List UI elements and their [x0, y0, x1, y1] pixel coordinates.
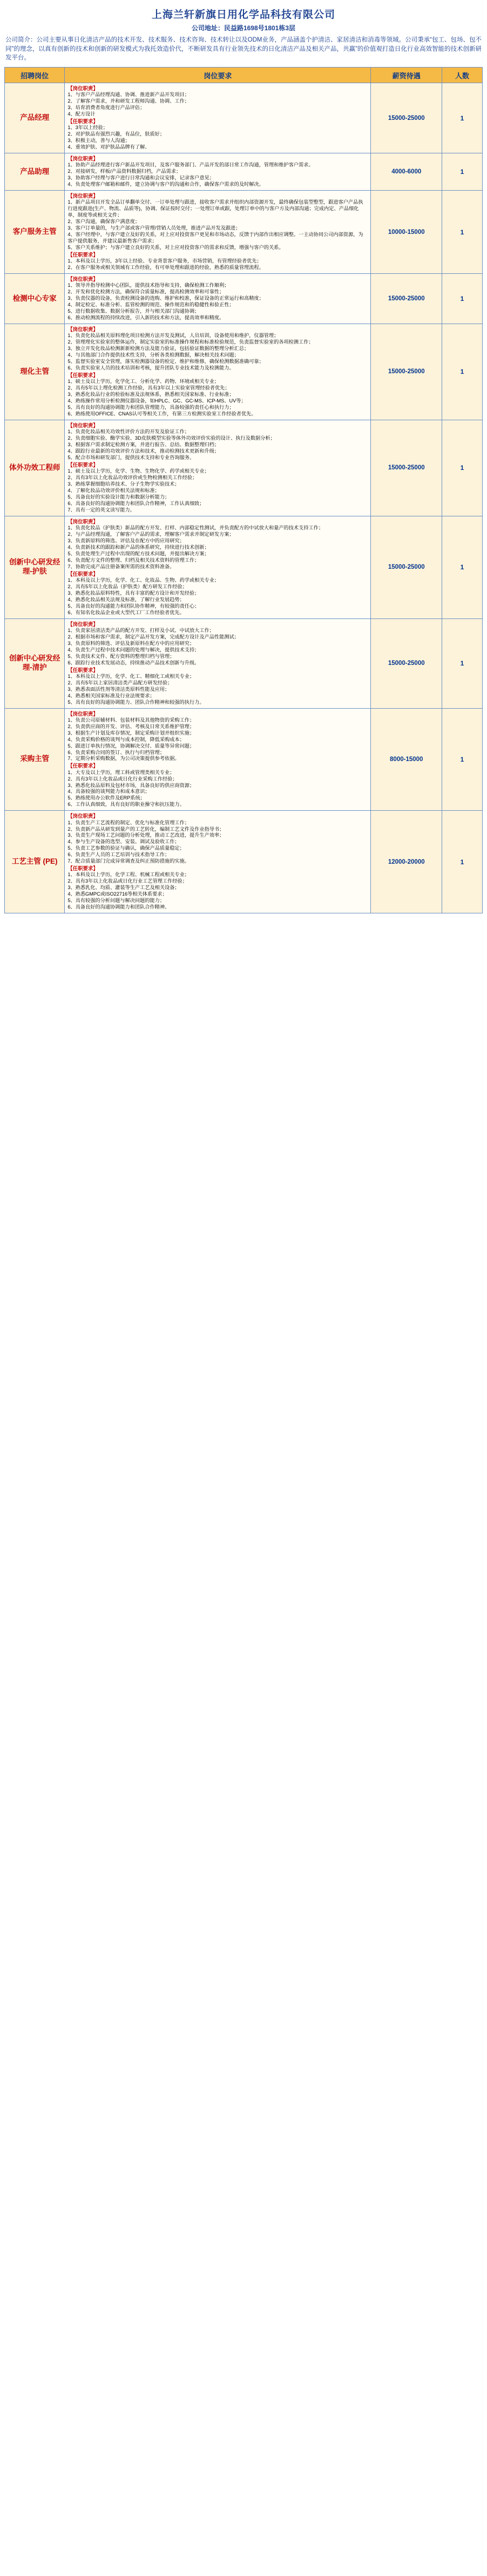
requirement-line: 5、具有良好的沟通协调能力、团队合作精神和较强的执行力。	[67, 699, 205, 705]
requirement-line: 7、配合质量部门完成异常调查及纠正预防措施的实施。	[67, 858, 190, 864]
requirement-line: 4、负责采购价格的谈判与成本控制，降低采购成本；	[67, 736, 185, 742]
requirement-line: 1、本科及以上学历，化学、化工、化妆品、生物、药学或相关专业；	[67, 577, 220, 583]
requirement-line: 6、有知名化妆品企业或大型代工厂工作经验者优先。	[67, 609, 185, 615]
job-requirements	[65, 618, 371, 708]
job-position-name: 创新中心研发经理-护肤	[5, 516, 65, 618]
job-headcount: 1	[442, 708, 483, 811]
job-position-name: 工艺主管 (PE)	[5, 811, 65, 913]
job-headcount: 1	[442, 420, 483, 516]
job-position-name: 体外功效工程师	[5, 420, 65, 516]
requirement-line: 3、熟悉乳化、均质、灌装等生产工艺及相关设备；	[67, 885, 180, 891]
requirement-section	[67, 85, 368, 118]
requirement-line: 5、客户关系维护；与客户建立良好的关系，对上应对投资客户的需求和反馈，增强与客户的关系。	[67, 245, 284, 250]
requirement-line: 1、大专及以上学历，理工科或管理类相关专业；	[67, 769, 175, 775]
requirement-line: 3、熟练掌握细胞培养技术、分子生物学实验技术；	[67, 481, 180, 487]
requirement-line: 4、负责处理客户邮箱和邮件，建立协调与客户的沟通和合作，确保客户需求的及时解决。	[67, 181, 264, 187]
requirement-line: 1、负责公司原辅材料、包装材料及其他物资的采购工作；	[67, 717, 195, 723]
requirement-section-title: 【任职要求】	[67, 118, 98, 125]
requirement-line: 6、跟踪行业技术发展动态，持续推动产品技术创新与升级。	[67, 660, 200, 665]
requirement-line: 3、客户订单量的，与生产部或客户管理/营销人员处理，推进产品开发及跟进；	[67, 225, 241, 231]
requirement-line: 3、负责仪器的设备，负责检测设备的选购、维护和校准，保证设备的正常运行和高精度；	[67, 295, 264, 301]
requirement-line: 1、3年以上经验；	[67, 125, 108, 131]
table-row	[5, 324, 483, 420]
table-row	[5, 618, 483, 708]
job-position-name: 创新中心研发经理-清护	[5, 618, 65, 708]
requirement-line: 4、负责生产过程中技术问题的处理与解决，提供技术支持；	[67, 647, 200, 653]
requirement-line: 2、具有3年以上化妆品或日化行业工艺管理工作经验；	[67, 878, 187, 884]
requirement-line: 6、具备良好的沟通协调能力和团队合作精神，工作认真细致；	[67, 500, 205, 506]
requirement-line: 2、对护肤品有强烈兴趣，有品位，肤质好；	[67, 131, 165, 137]
requirement-line: 4、熟练操作常用分析检测仪器设备，如HPLC、GC、GC-MS、ICP-MS、UV等；	[67, 398, 246, 404]
table-row	[5, 153, 483, 191]
requirement-section-title: 【任职要求】	[67, 570, 98, 577]
requirement-line: 5、熟练使用办公软件及ERP系统；	[67, 795, 145, 801]
requirement-line: 1、硕士及以上学历，化学化工、分析化学、药物、环境或相关专业；	[67, 379, 220, 385]
requirement-section-title: 【岗位职责】	[67, 518, 98, 524]
requirement-section	[67, 763, 368, 808]
requirement-section-title: 【任职要求】	[67, 372, 98, 378]
job-headcount: 1	[442, 274, 483, 324]
requirement-line: 3、负责新原料的筛选、评估及在配方中的应用研究；	[67, 537, 185, 543]
job-salary: 15000-25000	[371, 420, 442, 516]
requirement-line: 5、监督实验室安全管理，落实检测器设备的检定、维护和维修，确保检测数据准确可靠；	[67, 359, 264, 365]
requirement-line: 6、工作认真细致，具有良好的职业操守和抗压能力。	[67, 802, 185, 808]
job-requirements	[65, 83, 371, 153]
requirement-line: 4、熟悉相关国家标准及行业法规要求；	[67, 692, 155, 698]
requirement-line: 4、负责新技术的跟踪和新产品的体系研究，持续进行技术创新；	[67, 544, 209, 550]
requirement-line: 5、具有良好的沟通协调能力和团队管理能力，具备较强的责任心和执行力；	[67, 404, 234, 410]
requirement-line: 1、负责家居清洁类产品的配方开发、打样及小试、中试放大工作；	[67, 627, 214, 633]
requirement-line: 1、负责化妆品（护肤类）新品的配方开发、打样、内部稳定性测试，并负责配方的中试放大和量产的技术支持工作；	[67, 524, 324, 530]
requirement-line: 2、负责细胞实验、酶学实验、3D皮肤模型实验等体外功效评价实验的设计、执行及数据分析；	[67, 435, 275, 441]
table-header-row	[5, 68, 483, 83]
requirement-line: 6、负责配方文件的整理、归档及相关技术资料的管理工作；	[67, 557, 200, 563]
requirement-line: 2、对接研发，样板/产品资料数据归档，产品需求；	[67, 169, 181, 174]
job-requirements	[65, 274, 371, 324]
requirement-section-title: 【岗位职责】	[67, 422, 98, 428]
job-requirements	[65, 708, 371, 811]
job-requirements	[65, 811, 371, 913]
requirement-line: 4、与其他部门合作提供技术性支持，分析各类检测数据，解决相关技术问题；	[67, 352, 239, 358]
job-table	[4, 67, 483, 913]
requirement-line: 2、了解客户需求，并和研发工程师沟通、协调、工作；	[67, 98, 190, 104]
requirement-line: 5、具有较强的分析问题与解决问题的能力；	[67, 898, 165, 904]
requirement-line: 2、开发和优化检测方法，确保符合质量标准，提高检测效率和可靠性；	[67, 289, 225, 295]
requirement-line: 1、本科及以上学历，化学工程、机械工程或相关专业；	[67, 872, 190, 878]
job-position-name: 理化主管	[5, 324, 65, 420]
column-header-position: 招聘岗位	[5, 68, 65, 83]
job-salary: 15000-25000	[371, 83, 442, 153]
table-row	[5, 274, 483, 324]
requirement-line: 2、具有5年以上理化检测工作经验，具有3年以上实验室管理经验者优先；	[67, 385, 230, 391]
requirement-line: 5、跟进订单执行情况，协调解决交付、质量等异常问题；	[67, 743, 195, 749]
requirement-line: 1、本科及以上学历，化学、化工、精细化工或相关专业；	[67, 673, 195, 679]
table-row	[5, 420, 483, 516]
requirement-line: 1、硕士及以上学历，化学、生物、生物化学、药学或相关专业；	[67, 468, 209, 474]
requirement-line: 2、具有3年以上化妆品或日化行业采购工作经验；	[67, 776, 178, 782]
requirement-section-title: 【岗位职责】	[67, 813, 98, 819]
requirement-line: 4、了解化妆品功效评价相关法规和标准；	[67, 487, 160, 493]
requirement-line: 3、负责生产现场工艺问题的分析处理，推动工艺改进，提升生产效率；	[67, 832, 225, 838]
company-title: 上海兰轩新旗日用化学品科技有限公司	[151, 9, 335, 21]
requirement-section	[67, 571, 368, 616]
requirement-section-title: 【岗位职责】	[67, 710, 98, 717]
requirement-line: 4、具备较强的谈判能力和成本意识；	[67, 789, 150, 795]
requirement-line: 5、负责处理生产过程中出现的配方技术问题，并提出解决方案；	[67, 550, 209, 556]
requirement-line: 6、推动检测流程的持续改进，引入新的技术和方法，提高效率和精度。	[67, 315, 225, 321]
job-headcount: 1	[442, 516, 483, 618]
requirement-section	[67, 276, 368, 321]
job-salary: 8000-15000	[371, 708, 442, 811]
requirement-section-title: 【任职要求】	[67, 865, 98, 872]
requirement-line: 2、客户沟通，确保客户满意度；	[67, 219, 140, 225]
requirement-section-title: 【岗位职责】	[67, 85, 98, 92]
requirement-section-title: 【任职要求】	[67, 251, 98, 258]
requirement-line: 1、领导并指导检测中心团队，提供技术指导和支持，确保检测工作顺利；	[67, 283, 229, 288]
job-requirements	[65, 516, 371, 618]
job-position-name: 产品助理	[5, 153, 65, 191]
requirement-section	[67, 118, 368, 151]
requirement-line: 3、协助客户经理与客户进行日常沟通和会议安排，记录客户意见；	[67, 175, 214, 181]
requirement-section	[67, 711, 368, 763]
job-headcount: 1	[442, 618, 483, 708]
requirement-line: 7、定期分析采购数据，为公司决策提供参考依据。	[67, 756, 180, 762]
requirement-line: 3、熟悉表面活性剂等清洁类原料性能及应用；	[67, 686, 170, 692]
table-row	[5, 811, 483, 913]
job-salary: 15000-25000	[371, 618, 442, 708]
requirement-line: 4、客户经理中，与客户建立及好的关系，对上应对投资客户更见和市场动态，反馈于内部作出相应调整。一主动协同公司内部资源，为客户提供服务，并建议最新售客户需求；	[67, 232, 363, 244]
job-position-name: 产品经理	[5, 83, 65, 153]
requirement-line: 1、新产品项目开发全品订单翻单交付、一订单处理与跟进，接收客户需求并组织内部资源开发，最终确保包装型整型，跟进客户产品执行进度跟进(生产、物流、品质等)，协调、保证按时交付；一处理订单或跟，处理订单中的与客户方及内部沟通；完成内定、产品细化单，制度等或相关文件；	[67, 199, 363, 218]
requirement-section	[67, 667, 368, 706]
requirement-section	[67, 156, 368, 188]
requirement-line: 7、具有一定的英文读写能力。	[67, 507, 135, 513]
requirement-section	[67, 326, 368, 372]
company-intro: 公司简介：公司主要从事日化清洁产品的技术开发、技术服务、技术咨询、技术转让以及ODM业务，产品涵盖个护清洁、家居清洁和消毒等领域。公司秉承“包工、包场、包不同”的理念，以真有创新的技术和创新的研发模式为我托效造价代，不断研发具有行业领先技术的日化清洁产品及相关产品，共赢”的价值观打造日化行业高效智能的技术创新研发平台。	[5, 37, 482, 62]
requirement-line: 5、负责工艺参数的验证与确认，确保产品质量稳定；	[67, 845, 185, 851]
requirement-section-title: 【任职要求】	[67, 667, 98, 673]
job-salary: 10000-15000	[371, 191, 442, 274]
job-requirements	[65, 153, 371, 191]
requirement-line: 1、负责化妆品相关功效性评价方法的开发及验证工作；	[67, 429, 190, 435]
requirement-line: 5、配合市场和研发部门，提供技术支持和专业咨询服务。	[67, 454, 195, 460]
requirement-line: 1、与客户产品经理沟通、协调、推进新产品开发项目；	[67, 92, 190, 98]
company-address: 公司地址：民益路1698号1801栋3层	[191, 24, 296, 32]
requirement-line: 2、负责供应商的开发、评估、考核及日常关系维护管理；	[67, 723, 195, 729]
requirement-section	[67, 865, 368, 911]
requirement-line: 2、管理理化实验室的整体运作，制定实验室的标准操作规程和标准检验规范，负责监督实验室的各项检测工作；	[67, 339, 314, 345]
requirement-line: 2、具有5年以上化妆品（护肤类）配方研发工作经验；	[67, 583, 187, 589]
requirement-section-title: 【岗位职责】	[67, 621, 98, 627]
column-header-count: 人数	[442, 68, 483, 83]
recruitment-document	[0, 0, 487, 919]
requirement-line: 1、协助产品经理进行客户新品开发项目，及客户服务部门、产品开发的部日常工作沟通，管理和维护客户需求。	[67, 162, 314, 168]
requirement-line: 5、具备良好的实验设计能力和数据分析能力；	[67, 494, 170, 500]
requirement-line: 3、熟悉化妆品原料及包材市场，具备良好的供应商资源；	[67, 782, 195, 788]
job-position-name: 采购主管	[5, 708, 65, 811]
requirement-line: 3、根据生产计划及库存情况，制定采购计划并组织实施；	[67, 730, 195, 736]
requirement-section-title: 【岗位职责】	[67, 326, 98, 333]
job-position-name: 客户服务主管	[5, 191, 65, 274]
requirement-line: 6、负责生产人员的工艺培训与技术指导工作；	[67, 852, 170, 858]
requirement-line: 1、负责生产工艺流程的制定、优化与标准化管理工作；	[67, 819, 190, 825]
requirement-line: 5、进行数据收集、数据分析报告，并与相关部门沟通协调；	[67, 308, 200, 314]
job-salary: 12000-20000	[371, 811, 442, 913]
requirement-line: 4、跟踪行业最新的功效评价方法和技术，推动检测技术更新和升级；	[67, 448, 220, 454]
requirement-line: 2、在客户服务或相关领域有工作经验，有可单处理和跟进的经验，熟悉的质量管理流程。	[67, 265, 264, 271]
job-salary: 4000-6000	[371, 153, 442, 191]
requirement-section	[67, 813, 368, 865]
requirement-line: 6、具备良好的沟通协调能力和团队合作精神。	[67, 904, 170, 910]
table-row	[5, 191, 483, 274]
requirement-line: 2、与产品经理沟通，了解客户产品的需求，理解客户需求并制定研发方案；	[67, 531, 234, 537]
requirement-section	[67, 519, 368, 570]
column-header-requirements: 岗位要求	[65, 68, 371, 83]
job-salary: 15000-25000	[371, 324, 442, 420]
job-headcount: 1	[442, 83, 483, 153]
table-row	[5, 83, 483, 153]
requirement-section	[67, 193, 368, 251]
job-requirements	[65, 420, 371, 516]
requirement-line: 3、熟悉化妆品行业的检验标准及法规体系，熟悉相关国家标准、行业标准；	[67, 392, 234, 398]
requirement-section-title: 【岗位职责】	[67, 276, 98, 283]
requirement-line: 1、负责化妆品相关原料理化项目检测方法开发及测试，人员培训，设备使用和维护，仪器管理；	[67, 333, 279, 339]
requirement-section	[67, 422, 368, 461]
requirement-line: 3、积极主动，善与人沟通；	[67, 138, 130, 144]
job-headcount: 1	[442, 811, 483, 913]
job-requirements	[65, 191, 371, 274]
requirement-line: 7、协助完成产品注册备案所需的技术资料准备。	[67, 563, 175, 569]
requirement-line: 6、熟练使用OFFICE、CNAS认可等相关工作，有第三方检测实验室工作经验者优先。	[67, 411, 256, 416]
requirement-line: 4、配方设计	[67, 111, 96, 117]
job-headcount: 1	[442, 324, 483, 420]
requirement-line: 4、制定检定、标准分析、监管检测的规范、操作规范和的稳健性和验正性；	[67, 302, 234, 308]
requirement-section-title: 【岗位职责】	[67, 193, 98, 199]
requirement-line: 4、参与生产设备的选型、安装、调试及验收工作；	[67, 839, 180, 845]
requirement-line: 3、根据客户需求制定检测方案，并进行报告、总结、数据整理归档；	[67, 442, 220, 448]
job-headcount: 1	[442, 191, 483, 274]
job-requirements	[65, 324, 371, 420]
requirement-section	[67, 252, 368, 271]
column-header-salary: 薪资待遇	[371, 68, 442, 83]
job-headcount: 1	[442, 153, 483, 191]
job-salary: 15000-25000	[371, 274, 442, 324]
requirement-section	[67, 462, 368, 514]
job-salary: 15000-25000	[371, 516, 442, 618]
requirement-line: 1、本科及以上学历，3年以上经验、专业背景客户服务，市场营销，有管理经验者优先；	[67, 258, 262, 264]
requirement-line: 4、熟悉GMPC或ISO22716等相关体系要求；	[67, 891, 167, 897]
requirement-line: 5、具备良好的沟通能力和团队协作精神，有较强的责任心；	[67, 603, 200, 609]
requirement-line: 3、培育消费者角度进行产品评估；	[67, 105, 145, 111]
requirement-line: 4、熟悉化妆品相关法规及标准，了解行业发展趋势；	[67, 596, 185, 602]
job-table-body	[5, 83, 483, 913]
requirement-section	[67, 621, 368, 667]
table-row	[5, 708, 483, 811]
requirement-line: 6、负责实验室人员的技术培训和考核，提升团队专业技术能力及检测能力。	[67, 365, 234, 371]
requirement-line: 3、负责原料的筛选、评估及新原料在配方中的应用研究；	[67, 640, 195, 646]
requirement-line: 2、具有5年以上家居清洁类产品配方研发经验；	[67, 680, 173, 685]
requirement-line: 5、负责技术文件、配方资料的整理归档与管理；	[67, 653, 175, 659]
requirement-section-title: 【任职要求】	[67, 763, 98, 769]
requirement-line: 4、重效护肤、对护肤品品牌有了解。	[67, 144, 150, 150]
requirement-line: 2、根据市场和客户需求，制定产品开发方案，完成配方设计及产品性能测试；	[67, 634, 239, 640]
requirement-section-title: 【任职要求】	[67, 461, 98, 468]
requirement-line: 2、负责新产品从研发到量产的工艺转化，编制工艺文件及作业指导书；	[67, 826, 225, 832]
requirement-line: 2、具有3年以上化妆品功效评价或生物检测相关工作经验；	[67, 475, 198, 481]
requirement-line: 3、熟悉化妆品原料特性，具有丰富的配方设计和开发经验；	[67, 590, 200, 596]
requirement-section-title: 【岗位职责】	[67, 156, 98, 162]
job-position-name: 检测中心专家	[5, 274, 65, 324]
requirement-line: 6、负责采购合同的签订、执行与归档管理；	[67, 749, 165, 755]
requirement-line: 3、独立开发化妆品检测新新检测方法及能力验证，包括验证数据的整理分析汇总；	[67, 346, 249, 352]
requirement-section	[67, 372, 368, 418]
table-row	[5, 516, 483, 618]
